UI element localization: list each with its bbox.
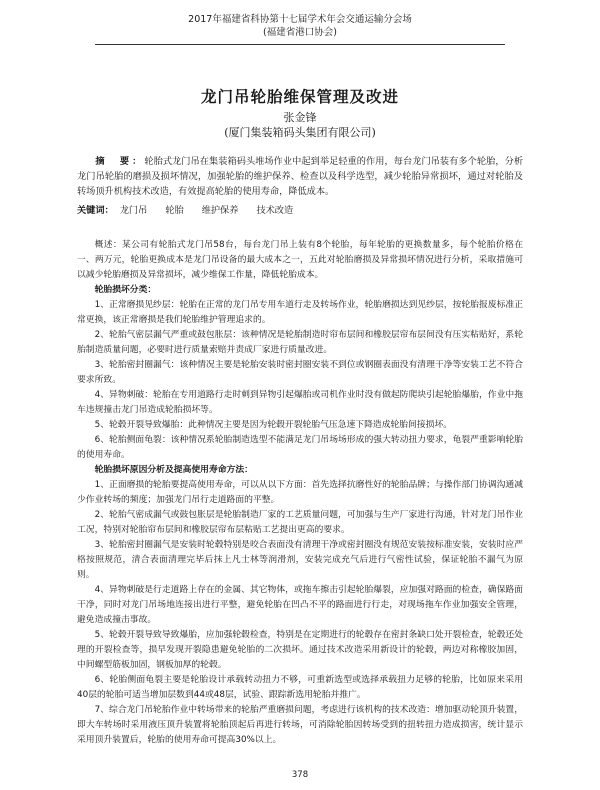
author-name: 张金锋 [283,111,317,124]
measure-item: 3、轮胎密封圈漏气是安装时轮毂特别是咬合表面没有清理干净或密封圈没有规范安装按标准安装，安装时应严格按照规范，清合表面清理完毕后抹上凡士林等润滑剂，安装完成充气后进行气密性试验，保证轮胎不漏气为原则。 [77,540,523,580]
damage-type-item: 3、轮胎密封圈漏气：该种情况主要是轮胎安装时密封圈安装不到位或钢圈表面没有清理干净等安装工艺不符合要求所致。 [77,360,523,385]
running-header [0,13,600,39]
keyword: 维护保养 [201,205,239,216]
damage-type-item: 4、异物刺破：轮胎在专用道路行走时刺到异物引起爆胎或司机作业时没有做起防爬块引起轮胎爆胎，作业中拖车违规撞击龙门吊造成轮胎损坏等。 [77,390,523,415]
abstract-text: 轮胎式龙门吊在集装箱码头堆场作业中起到举足轻重的作用，每台龙门吊装有多个轮胎，分析龙门吊轮胎的磨损及损坏情况，加强轮胎的维护保养、检查以及科学选型，减少轮胎异常损坏，通过对轮胎及转场顶升机构技术改造，有效提高轮胎的使用寿命，降低成本。 [77,156,524,197]
keyword: 轮胎 [165,205,184,216]
abstract [77,154,523,199]
keyword: 技术改造 [256,205,294,216]
header-rule [95,44,505,45]
damage-type-item: 1、正常磨损见纱层：轮胎在正常的龙门吊专用车道行走及转场作业，轮胎磨损达到见纱层，按轮胎报废标准正常更换，该正常磨损是我们轮胎维护管理追求的。 [77,300,523,325]
running-header-line2: (福建省港口协会) [263,27,337,38]
damage-type-item: 5、轮毂开裂导致爆胎：此种情况主要是因为轮毂开裂轮胎气压急速下降造成轮胎间接损坏。 [94,420,453,430]
damage-type-item: 6、轮胎侧面龟裂：该种情况系轮胎制造选型不能满足龙门吊场场形成的强大转动扭力要求，龟裂严重影响轮胎的使用寿命。 [77,435,523,460]
keywords-label: 关键词： [77,205,114,216]
section-heading-analysis: 轮胎损坏原因分析及提高使用寿命方法： [94,465,253,475]
measure-item: 1、正面磨损的轮胎要提高使用寿命，可以从以下方面：首先选择抗磨性好的轮胎品牌；与操作部门协调沟通减少作业转场的频度；加强龙门吊行走道路面的平整。 [77,480,523,505]
measure-item: 7、综合龙门吊轮胎作业中转场带来的轮胎严重磨损问题，考虑进行该机构的技术改造：增加驱动轮顶升装置，即大车转场时采用液压顶升装置将轮胎顶起后再进行转场，可消除轮胎因转场受到的扭转扭力造成损害，统计显示采用顶升装置后，轮胎的使用寿命可提高30%以上。 [77,705,523,745]
measure-item: 5、轮毂开裂导致导致爆胎，应加强轮毂检查，特别是在定期进行的轮毂存在密封条缺口处开裂检查，轮毂还处理的开裂检查等，损早发现开裂隐患避免轮胎的二次损坏。通过技术改造采用新设计的轮毂，两边对称橡胶加固，中间螺型筋板加固，钢板加厚的轮毂。 [77,630,523,670]
damage-type-item: 2、轮胎气密层漏气严重或鼓包胀层：该种情况是轮胎制造时帘布层间和橡胶层帘布层间没有压实粘贴好，系轮胎制造质量问题，必要时进行质量索赔并责成厂家进行质量改进。 [77,330,523,355]
measure-item: 4、异物刺破是行走道路上存在的金属、其它物体，或拖车擦击引起轮胎爆裂，应加强对路面的检查，确保路面干净，同时对龙门吊场地连接出进行平整，避免轮胎在凹凸不平的路面进行行走，对现场拖车作业加强安全管理，避免造成撞击事故。 [77,585,523,625]
body-text [77,238,523,748]
author-affiliation: (厦门集装箱码头集团有限公司) [224,126,376,139]
keyword: 龙门吊 [119,205,148,216]
abstract-label: 摘 要： [95,156,145,167]
paper-title: 龙门吊轮胎维保管理及改进 [200,88,399,106]
keywords [77,203,523,218]
page-number: 378 [291,770,309,780]
measure-item: 6、轮胎侧面龟裂主要是轮胎设计承载转动扭力不够，可重新选型或选择承载扭力足够的轮胎，比如原来采用40层的轮胎可适当增加层数到44或48层，试验、跟踪新选用轮胎并推广。 [77,675,523,700]
running-header-line1: 2017年福建省科协第十七届学术年会交通运输分会场 [188,14,412,25]
section-heading-damage-types: 轮胎损坏分类： [94,285,157,295]
measure-item: 2、轮胎气密成漏气或鼓包胀层是轮胎制造厂家的工艺质量问题，可加强与生产厂家进行沟通，针对龙门吊作业工况，特别对轮胎帘布层间和橡胶层帘布层粘贴工艺提出更高的要求。 [77,510,523,535]
overview-paragraph: 概述：某公司有轮胎式龙门吊58台，每台龙门吊上装有8个轮胎，每年轮胎的更换数量多，每个轮胎价格在一、两万元，轮胎更换成本是龙门吊设备的最大成本之一，五此对轮胎磨损及异常损坏情况进行分析，采取措施可以减少轮胎磨损及异常损坏，减少维保工作量，降低轮胎成本。 [77,240,523,280]
